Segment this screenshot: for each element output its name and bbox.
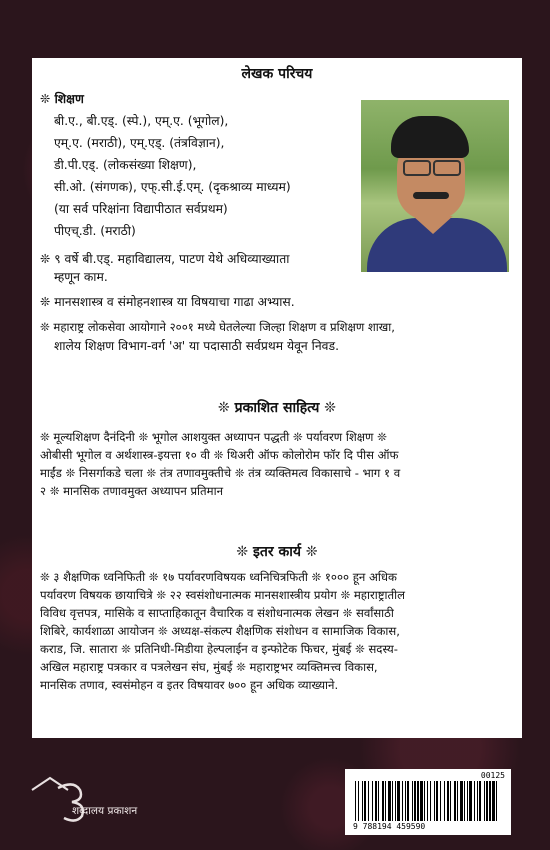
barcode-bar xyxy=(372,781,373,821)
barcode-bar xyxy=(464,781,465,821)
barcode-bar xyxy=(477,781,478,821)
other-work-line: शिबिरे, कार्यशाळा आयोजन ❊ अध्यक्ष-संकल्प शैक्षणिक संशोधन व सामाजिक विकास, xyxy=(40,624,400,638)
barcode-bar xyxy=(355,781,356,821)
barcode-bar xyxy=(375,781,377,821)
barcode-bar xyxy=(427,781,428,821)
other-work-line: विविध वृत्तपत्र, मासिके व साप्ताहिकातून वैचारिक व संशोधनात्मक लेखन ❊ सर्वांसाठी xyxy=(40,606,394,620)
barcode-bar xyxy=(412,781,413,821)
barcode-bar xyxy=(436,781,438,821)
mpsc-line: शालेय शिक्षण विभाग-वर्ग 'अ' या पदासाठी सर्वप्रथम येवून निवड. xyxy=(54,339,339,353)
barcode-bar xyxy=(378,781,379,821)
barcode-bar xyxy=(484,781,485,821)
photo-hair xyxy=(391,116,469,158)
published-line: ❊ मूल्यशिक्षण दैनंदिनी ❊ भूगोल आशयुक्त अध्यापन पद्धती ❊ पर्यावरण शिक्षण ❊ xyxy=(40,430,387,444)
author-photo xyxy=(361,100,509,272)
barcode-isbn: 9 788194 459590 xyxy=(353,822,426,831)
mpsc-line: ❊ महाराष्ट्र लोकसेवा आयोगाने २००१ मध्ये घेतलेल्या जिल्हा शिक्षण व प्रशिक्षण शाखा, xyxy=(40,320,395,334)
other-work-line: ❊ ३ शैक्षणिक ध्वनिफिती ❊ १७ पर्यावरणविषयक ध्वनिचित्रफिती ❊ १००० हून अधिक xyxy=(40,570,397,584)
barcode-bars-icon xyxy=(353,781,503,821)
barcode-bar xyxy=(460,781,463,821)
barcode-bar xyxy=(486,781,488,821)
barcode-bar xyxy=(395,781,396,821)
barcode-bar xyxy=(440,781,441,821)
education-line: (या सर्व परिक्षांना विद्यापीठात सर्वप्रथम) xyxy=(54,202,228,216)
published-line: २ ❊ मानसिक तणावमुक्त अध्यापन प्रतिमान xyxy=(40,484,224,498)
barcode-bar xyxy=(479,781,481,821)
education-label: ❊ शिक्षण xyxy=(40,92,84,106)
education-line: पीएच्.डी. (मराठी) xyxy=(54,224,136,238)
barcode-bar xyxy=(467,781,468,821)
experience-line: ❊ ९ वर्षे बी.एड्. महाविद्यालय, पाटण येथे अधिव्याख्याता xyxy=(40,252,290,266)
barcode-bar xyxy=(424,781,425,821)
photo-mustache xyxy=(413,192,449,199)
barcode-bar xyxy=(444,781,445,821)
barcode-bar xyxy=(447,781,449,821)
study-line: ❊ मानसशास्त्र व संमोहनशास्त्र या विषयाचा गाढा अभ्यास. xyxy=(40,295,295,309)
barcode-bar xyxy=(385,781,386,821)
other-work-line: पर्यावरण विषयक छायाचित्रे ❊ २२ स्वसंशोधनात्मक मानसशास्त्रीय प्रयोग ❊ महाराष्ट्रातील xyxy=(40,588,405,602)
barcode-bar xyxy=(362,781,363,821)
barcode-price-code: 00125 xyxy=(480,771,505,780)
barcode-bar xyxy=(496,781,497,821)
published-line: माईंड ❊ निसर्गाकडे चला ❊ तंत्र तणावमुक्तीचे ❊ तंत्र व्यक्तिमत्व विकासाचे - भाग १ व xyxy=(40,466,401,480)
education-line: बी.ए., बी.एड्. (स्पे.), एम्.ए. (भूगोल), xyxy=(54,114,229,128)
photo-glasses xyxy=(403,160,431,176)
other-work-heading: ❊ इतर कार्य ❊ xyxy=(236,544,318,560)
barcode-bar xyxy=(469,781,472,821)
barcode xyxy=(345,769,511,835)
barcode-bar xyxy=(364,781,366,821)
barcode-bar xyxy=(388,781,391,821)
author-intro-heading: लेखक परिचय xyxy=(241,66,313,82)
publisher-name: शब्दालय प्रकाशन xyxy=(72,805,138,817)
education-line: सी.ओ. (संगणक), एफ्.सी.ई.एम्. (दृकश्राव्य माध्यम) xyxy=(54,180,291,194)
barcode-bar xyxy=(430,781,431,821)
published-line: ओबीसी भूगोल व अर्थशास्त्र-इयत्ता १० वी ❊ थिअरी ऑफ कोलोरोम फॉर दि पीस ऑफ xyxy=(40,448,399,462)
barcode-bar xyxy=(407,781,409,821)
barcode-bar xyxy=(405,781,406,821)
barcode-bar xyxy=(402,781,403,821)
barcode-bar xyxy=(450,781,451,821)
education-line: डी.पी.एड्. (लोकसंख्या शिक्षण), xyxy=(54,158,197,172)
barcode-bar xyxy=(454,781,456,821)
barcode-bar xyxy=(492,781,495,821)
barcode-bar xyxy=(420,781,423,821)
barcode-bar xyxy=(397,781,400,821)
barcode-bar xyxy=(414,781,416,821)
barcode-bar xyxy=(434,781,435,821)
photo-glasses xyxy=(433,160,461,176)
other-work-line: मानसिक तणाव, स्वसंमोहन व इतर विषयावर ७०० हून अधिक व्याख्याने. xyxy=(40,678,339,692)
experience-line: म्हणून काम. xyxy=(54,270,108,284)
barcode-bar xyxy=(474,781,475,821)
barcode-bar xyxy=(368,781,369,821)
barcode-bar xyxy=(489,781,491,821)
barcode-bar xyxy=(392,781,393,821)
barcode-bar xyxy=(358,781,359,821)
barcode-bar xyxy=(382,781,384,821)
publisher-logo-icon xyxy=(28,770,178,830)
education-line: एम्.ए. (मराठी), एम्.एड्. (तंत्रविज्ञान), xyxy=(54,136,225,150)
barcode-bar xyxy=(457,781,458,821)
barcode-bar xyxy=(417,781,419,821)
other-work-line: कराड, जि. सातारा ❊ प्रतिनिधी-मिडीया हेल्पलाईन व इन्फोटेक फिचर, मुंबई ❊ सदस्य- xyxy=(40,642,398,656)
other-work-line: अखिल महाराष्ट्र पत्रकार व पत्रलेखन संघ, मुंबई ❊ महाराष्ट्रभर व्यक्तिमत्त्व विकास, xyxy=(40,660,378,674)
published-heading: ❊ प्रकाशित साहित्य ❊ xyxy=(218,400,336,416)
